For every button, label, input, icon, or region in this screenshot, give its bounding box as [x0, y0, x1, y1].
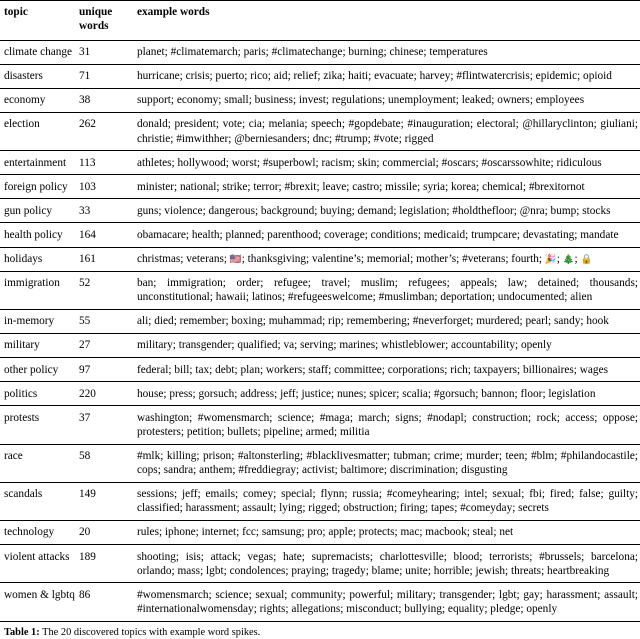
cell-unique-words: 52	[78, 271, 135, 309]
cell-unique-words: 55	[78, 309, 135, 333]
table-row	[0, 64, 640, 88]
cell-topic: race	[0, 444, 78, 482]
table-row	[0, 406, 640, 444]
table-row	[0, 247, 640, 271]
cell-unique-words: 262	[78, 112, 135, 150]
cell-example-words: rules; iphone; internet; fcc; samsung; pro; apple; protects; mac; macbook; steal; net	[135, 520, 640, 544]
emoji-glyph: 🇺🇸	[229, 254, 242, 266]
table-row	[0, 444, 640, 482]
cell-unique-words: 58	[78, 444, 135, 482]
cell-topic: in-memory	[0, 309, 78, 333]
cell-unique-words: 20	[78, 520, 135, 544]
cell-unique-words: 97	[78, 358, 135, 382]
cell-unique-words: 161	[78, 247, 135, 271]
cell-topic: politics	[0, 382, 78, 406]
column-header-topic: topic	[0, 1, 78, 41]
table-row	[0, 333, 640, 357]
cell-unique-words: 86	[78, 583, 135, 621]
table-row	[0, 309, 640, 333]
table-caption	[0, 627, 640, 639]
cell-example-words: planet; #climatemarch; paris; #climatechange; burning; chinese; temperatures	[135, 40, 640, 64]
caption-label: Table 1:	[4, 626, 40, 638]
cell-unique-words: 33	[78, 199, 135, 223]
table-row	[0, 40, 640, 64]
table-body	[0, 40, 640, 621]
table-row	[0, 151, 640, 175]
table-row	[0, 199, 640, 223]
table-row	[0, 271, 640, 309]
cell-example-words: guns; violence; dangerous; background; buying; demand; legislation; #holdthefloor; @nra; bump; stocks	[135, 199, 640, 223]
cell-example-words: christmas; veterans; 🇺🇸; thanksgiving; valentine’s; memorial; mother’s; #veterans; fourth; 🎉; 🎄; 🔒	[135, 247, 640, 271]
cell-example-words: athletes; hollywood; worst; #superbowl; racism; skin; commercial; #oscars; #oscarssowhite; ridiculous	[135, 151, 640, 175]
cell-example-words: donald; president; vote; cia; melania; speech; #gopdebate; #inauguration; electoral; @hillaryclinton; giuliani; christie; #imwithher; @berniesanders; dnc; #trump; #vote; rigged	[135, 112, 640, 150]
cell-topic: gun policy	[0, 199, 78, 223]
cell-example-words: ali; died; remember; boxing; muhammad; rip; remembering; #neverforget; murdered; pearl; sandy; hook	[135, 309, 640, 333]
cell-unique-words: 71	[78, 64, 135, 88]
cell-unique-words: 27	[78, 333, 135, 357]
cell-example-words: hurricane; crisis; puerto; rico; aid; relief; zika; haiti; evacuate; harvey; #flintwatercrisis; epidemic; opioid	[135, 64, 640, 88]
cell-example-words: #womensmarch; science; sexual; community; powerful; military; transgender; lgbt; gay; harassment; assault; #internationalwomensday; rights; allegations; misconduct; bullying; equality; pledge; openly	[135, 583, 640, 621]
cell-topic: other policy	[0, 358, 78, 382]
cell-topic: economy	[0, 88, 78, 112]
table-row	[0, 88, 640, 112]
table-row	[0, 482, 640, 520]
cell-unique-words: 164	[78, 223, 135, 247]
cell-topic: scandals	[0, 482, 78, 520]
table-row	[0, 112, 640, 150]
cell-unique-words: 149	[78, 482, 135, 520]
table-row	[0, 223, 640, 247]
cell-unique-words: 189	[78, 545, 135, 583]
table-row	[0, 520, 640, 544]
cell-topic: military	[0, 333, 78, 357]
table-row	[0, 583, 640, 621]
table-row	[0, 545, 640, 583]
cell-example-words: #mlk; killing; prison; #altonsterling; #blacklivesmatter; tubman; crime; murder; teen; #blm; #philandocastile; cops; sandra; anthem; #freddiegray; activist; baltimore; discrimination; disgusting	[135, 444, 640, 482]
cell-topic: women & lgbtq	[0, 583, 78, 621]
cell-example-words: obamacare; health; planned; parenthood; coverage; conditions; medicaid; trumpcare; devastating; mandate	[135, 223, 640, 247]
column-header-unique-words: unique words	[78, 1, 135, 41]
cell-example-words: house; press; gorsuch; address; jeff; justice; nunes; spicer; scalia; #gorsuch; bannon; floor; legislation	[135, 382, 640, 406]
cell-example-words: sessions; jeff; emails; comey; special; flynn; russia; #comeyhearing; intel; sexual; fbi; fired; false; guilty; classified; harassment; assault; lying; rigged; obstruction; firing; tapes; #comeyday; secrets	[135, 482, 640, 520]
table-row	[0, 175, 640, 199]
cell-topic: protests	[0, 406, 78, 444]
table-row	[0, 382, 640, 406]
cell-example-words: federal; bill; tax; debt; plan; workers; staff; committee; corporations; rich; taxpayers; billionaires; wages	[135, 358, 640, 382]
cell-topic: election	[0, 112, 78, 150]
cell-topic: foreign policy	[0, 175, 78, 199]
emoji-glyph: 🎉	[544, 254, 557, 266]
cell-example-words: support; economy; small; business; invest; regulations; unemployment; leaked; owners; employees	[135, 88, 640, 112]
emoji-glyph: 🔒	[580, 254, 593, 266]
cell-unique-words: 103	[78, 175, 135, 199]
cell-example-words: military; transgender; qualified; va; serving; marines; whistleblower; accountability; openly	[135, 333, 640, 357]
cell-topic: immigration	[0, 271, 78, 309]
cell-unique-words: 31	[78, 40, 135, 64]
cell-example-words: ban; immigration; order; refugee; travel; muslim; refugees; appeals; law; detained; thousands; unconstitutional; hawaii; latinos; #refugeeswelcome; #muslimban; deportation; undocumented; alien	[135, 271, 640, 309]
cell-topic: disasters	[0, 64, 78, 88]
cell-topic: technology	[0, 520, 78, 544]
emoji-glyph: 🎄	[562, 254, 575, 266]
cell-unique-words: 113	[78, 151, 135, 175]
cell-unique-words: 37	[78, 406, 135, 444]
cell-example-words: minister; national; strike; terror; #brexit; leave; castro; missile; syria; korea; chemical; #brexitornot	[135, 175, 640, 199]
table-row	[0, 358, 640, 382]
table-header	[0, 1, 640, 41]
table-header-row	[0, 1, 640, 41]
cell-unique-words: 38	[78, 88, 135, 112]
caption-text: The 20 discovered topics with example word spikes.	[42, 626, 261, 638]
cell-topic: holidays	[0, 247, 78, 271]
cell-example-words: washington; #womensmarch; science; #maga; march; signs; #nodapl; construction; rock; access; oppose; protesters; petition; bullets; pipeline; armed; militia	[135, 406, 640, 444]
cell-topic: climate change	[0, 40, 78, 64]
column-header-example-words: example words	[135, 1, 640, 41]
cell-topic: health policy	[0, 223, 78, 247]
cell-topic: entertainment	[0, 151, 78, 175]
cell-example-words: shooting; isis; attack; vegas; hate; supremacists; charlottesville; blood; terrorists; #brussels; barcelona; orlando; mass; lgbt; condolences; praying; tragedy; blame; unite; horrible; jewish; threats; heartbreaking	[135, 545, 640, 583]
cell-unique-words: 220	[78, 382, 135, 406]
cell-topic: violent attacks	[0, 545, 78, 583]
